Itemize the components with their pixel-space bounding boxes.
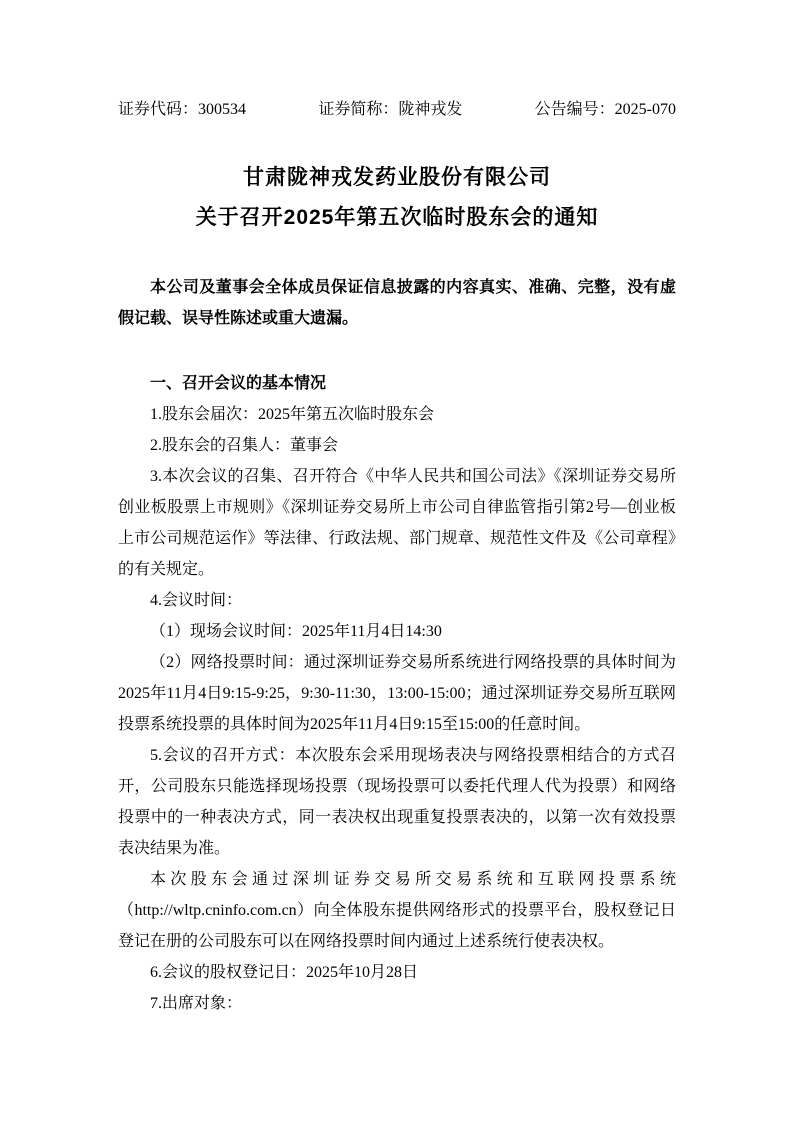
notice-subject-title: 关于召开2025年第五次临时股东会的通知	[195, 206, 599, 229]
stock-code: 证券代码：300534	[118, 101, 247, 118]
disclaimer-paragraph: 本公司及董事会全体成员保证信息披露的内容真实、准确、完整，没有虚假记载、误导性陈述或重大遗漏。	[118, 279, 676, 327]
paragraph-legality: 3.本次会议的召集、召开符合《中华人民共和国公司法》《深圳证券交易所创业板股票上市规则》《深圳证券交易所上市公司自律监管指引第2号—创业板上市公司规范运作》等法律、行政法规、部门规章、规范性文件及《公司章程》的有关规定。	[118, 468, 676, 578]
document-body	[118, 368, 676, 1019]
paragraph-onsite-meeting-time: （1）现场会议时间：2025年11月4日14:30	[150, 623, 442, 640]
stock-short-name: 证券简称：陇神戎发	[318, 101, 463, 118]
paragraph-record-date: 6.会议的股权登记日：2025年10月28日	[150, 964, 419, 981]
announcement-number: 公告编号：2025-070	[534, 101, 676, 118]
title-block	[118, 158, 676, 238]
paragraph-attendees: 7.出席对象：	[150, 995, 243, 1012]
paragraph-meeting-time: 4.会议时间：	[150, 592, 243, 609]
paragraph-voting-platform: 本次股东会通过深圳证券交易所交易系统和互联网投票系统（http://wltp.cninfo.com.cn）向全体股东提供网络形式的投票平台，股权登记日登记在册的公司股东可以在网络投票时间内通过上述系统行使表决权。	[118, 871, 676, 950]
document-header	[118, 100, 676, 120]
paragraph-online-voting-time: （2）网络投票时间：通过深圳证券交易所系统进行网络投票的具体时间为2025年11月4日9:15-9:25，9:30-11:30，13:00-15:00；通过深圳证券交易所互联网投票系统投票的具体时间为2025年11月4日9:15至15:00的任意时间。	[118, 654, 676, 733]
company-name-title: 甘肃陇神戎发药业股份有限公司	[243, 166, 551, 189]
paragraph-meeting-method: 5.会议的召开方式：本次股东会采用现场表决与网络投票相结合的方式召开，公司股东只能选择现场投票（现场投票可以委托代理人代为投票）和网络投票中的一种表决方式，同一表决权出现重复投票表决的，以第一次有效投票表决结果为准。	[118, 747, 676, 857]
section-1-heading: 一、召开会议的基本情况	[150, 375, 327, 392]
paragraph-convener: 2.股东会的召集人：董事会	[150, 437, 339, 454]
paragraph-session-number: 1.股东会届次：2025年第五次临时股东会	[150, 406, 435, 423]
